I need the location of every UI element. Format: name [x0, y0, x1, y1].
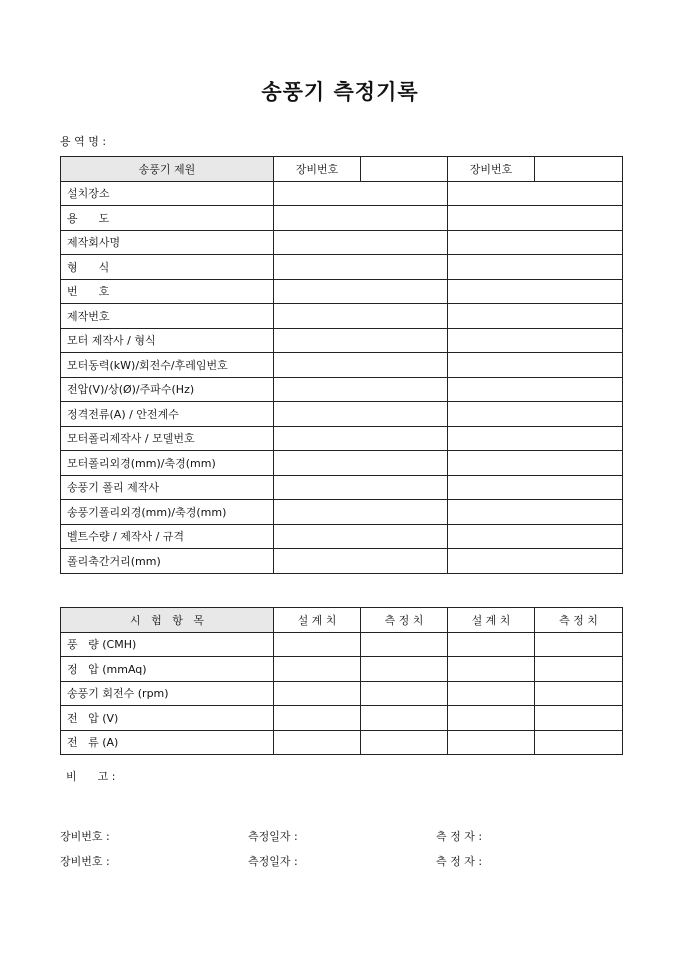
value-cell-2[interactable]	[448, 524, 623, 549]
table-row	[61, 402, 623, 427]
table-row	[61, 230, 623, 255]
design-value-1[interactable]	[274, 730, 361, 755]
footer-equip-no-label: 장비번호 :	[60, 830, 110, 843]
value-cell-1[interactable]	[274, 549, 448, 574]
value-cell-2[interactable]	[448, 549, 623, 574]
value-cell-1[interactable]	[274, 328, 448, 353]
measured-value-1[interactable]	[361, 681, 448, 706]
row-label: 전압(V)/상(Ø)/주파수(Hz)	[61, 377, 274, 402]
row-label: 설치장소	[61, 181, 274, 206]
row-label: 전 류 (A)	[61, 730, 274, 755]
value-cell-2[interactable]	[448, 426, 623, 451]
value-cell-2[interactable]	[448, 328, 623, 353]
value-cell-2[interactable]	[448, 206, 623, 231]
value-cell-2[interactable]	[448, 500, 623, 525]
design-value-2[interactable]	[448, 706, 535, 731]
value-cell-1[interactable]	[274, 230, 448, 255]
value-cell-2[interactable]	[448, 402, 623, 427]
spec-header-equip-no: 장비번호	[274, 157, 361, 182]
value-cell-1[interactable]	[274, 377, 448, 402]
table-row	[61, 706, 623, 731]
measured-value-2[interactable]	[535, 681, 623, 706]
test-header-measured-2: 측 정 치	[535, 608, 623, 633]
table-row	[61, 426, 623, 451]
value-cell-2[interactable]	[448, 304, 623, 329]
value-cell-2[interactable]	[448, 475, 623, 500]
value-cell-1[interactable]	[274, 524, 448, 549]
table-row	[61, 475, 623, 500]
table-row	[61, 500, 623, 525]
table-row	[61, 279, 623, 304]
spec-header-equip-no-value-2[interactable]	[535, 157, 623, 182]
row-label: 제작회사명	[61, 230, 274, 255]
value-cell-1[interactable]	[274, 304, 448, 329]
row-label: 송풍기폴리외경(mm)/축경(mm)	[61, 500, 274, 525]
row-label: 모터폴리외경(mm)/축경(mm)	[61, 451, 274, 476]
table-row	[61, 181, 623, 206]
row-label: 형 식	[61, 255, 274, 280]
value-cell-1[interactable]	[274, 475, 448, 500]
row-label: 모터폴리제작사 / 모델번호	[61, 426, 274, 451]
row-label: 모터 제작사 / 형식	[61, 328, 274, 353]
design-value-2[interactable]	[448, 632, 535, 657]
table-row	[61, 328, 623, 353]
usage-label: 용 역 명 :	[60, 135, 107, 148]
table-row	[61, 255, 623, 280]
value-cell-1[interactable]	[274, 451, 448, 476]
design-value-1[interactable]	[274, 706, 361, 731]
table-row	[61, 524, 623, 549]
design-value-2[interactable]	[448, 681, 535, 706]
table-row	[61, 206, 623, 231]
measured-value-2[interactable]	[535, 632, 623, 657]
measured-value-1[interactable]	[361, 657, 448, 682]
table-row	[61, 304, 623, 329]
measured-value-2[interactable]	[535, 706, 623, 731]
row-label: 송풍기 폴리 제작사	[61, 475, 274, 500]
value-cell-1[interactable]	[274, 353, 448, 378]
table-row	[61, 353, 623, 378]
footer-equip-no-label: 장비번호 :	[60, 855, 110, 868]
value-cell-2[interactable]	[448, 255, 623, 280]
row-label: 송풍기 회전수 (rpm)	[61, 681, 274, 706]
value-cell-2[interactable]	[448, 181, 623, 206]
spec-header-equip-no: 장비번호	[448, 157, 535, 182]
footer-person-label: 측 정 자 :	[436, 855, 483, 868]
remarks-label: 비 고 :	[66, 770, 116, 783]
row-label: 정격전류(A) / 안전계수	[61, 402, 274, 427]
table-row	[61, 730, 623, 755]
test-header-design-1: 설 계 치	[274, 608, 361, 633]
value-cell-1[interactable]	[274, 181, 448, 206]
value-cell-2[interactable]	[448, 230, 623, 255]
test-header-item: 시 험 항 목	[61, 608, 274, 633]
measured-value-2[interactable]	[535, 657, 623, 682]
fan-spec-table	[60, 156, 623, 574]
table-row	[61, 377, 623, 402]
value-cell-1[interactable]	[274, 279, 448, 304]
footer-date-label: 측정일자 :	[248, 830, 298, 843]
test-header-row	[61, 608, 623, 633]
test-items-table	[60, 607, 623, 755]
design-value-1[interactable]	[274, 681, 361, 706]
row-label: 번 호	[61, 279, 274, 304]
row-label: 벨트수량 / 제작사 / 규격	[61, 524, 274, 549]
measured-value-1[interactable]	[361, 706, 448, 731]
spec-header-equip-no-value-1[interactable]	[361, 157, 448, 182]
value-cell-1[interactable]	[274, 426, 448, 451]
value-cell-2[interactable]	[448, 353, 623, 378]
table-row	[61, 451, 623, 476]
table-row	[61, 657, 623, 682]
design-value-1[interactable]	[274, 632, 361, 657]
footer-person-label: 측 정 자 :	[436, 830, 483, 843]
row-label: 제작번호	[61, 304, 274, 329]
value-cell-1[interactable]	[274, 255, 448, 280]
value-cell-1[interactable]	[274, 402, 448, 427]
table-row	[61, 632, 623, 657]
row-label: 전 압 (V)	[61, 706, 274, 731]
value-cell-1[interactable]	[274, 206, 448, 231]
row-label: 모터동력(kW)/회전수/후레임번호	[61, 353, 274, 378]
design-value-2[interactable]	[448, 657, 535, 682]
table-row	[61, 681, 623, 706]
measured-value-1[interactable]	[361, 632, 448, 657]
measured-value-1[interactable]	[361, 730, 448, 755]
measured-value-2[interactable]	[535, 730, 623, 755]
row-label: 폴리축간거리(mm)	[61, 549, 274, 574]
design-value-1[interactable]	[274, 657, 361, 682]
page-title: 송풍기 측정기록	[261, 79, 419, 104]
table-row	[61, 549, 623, 574]
value-cell-2[interactable]	[448, 451, 623, 476]
value-cell-1[interactable]	[274, 500, 448, 525]
spec-header-item: 송풍기 제원	[61, 157, 274, 182]
row-label: 정 압 (mmAq)	[61, 657, 274, 682]
row-label: 용 도	[61, 206, 274, 231]
row-label: 풍 량 (CMH)	[61, 632, 274, 657]
footer-date-label: 측정일자 :	[248, 855, 298, 868]
spec-header-row	[61, 157, 623, 182]
value-cell-2[interactable]	[448, 279, 623, 304]
value-cell-2[interactable]	[448, 377, 623, 402]
test-header-measured-1: 측 정 치	[361, 608, 448, 633]
design-value-2[interactable]	[448, 730, 535, 755]
test-header-design-2: 설 계 치	[448, 608, 535, 633]
